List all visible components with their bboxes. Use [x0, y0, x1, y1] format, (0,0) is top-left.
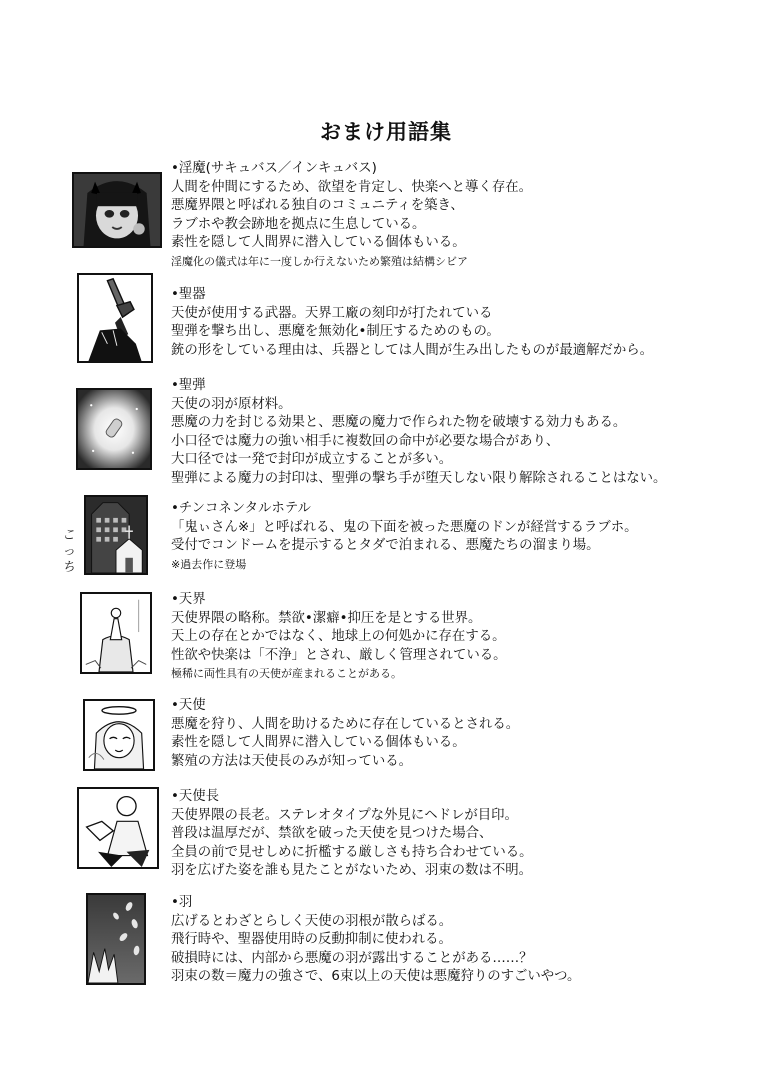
entry-line: ラブホや教会跡地を拠点に生息している。 — [171, 216, 426, 232]
entry-line: 天使界隈の略称。禁欲•潔癖•抑圧を是とする世界。 — [171, 610, 482, 626]
entry-heading: •聖弾 — [171, 378, 206, 393]
entry-line: 淫魔化の儀式は年に一度しか行えないため繁殖は結構シビア — [171, 254, 468, 268]
entry-heading: •天界 — [171, 592, 206, 607]
entry-line: 極稀に両性具有の天使が産まれることがある。 — [171, 667, 402, 681]
entry-line: 小口径では魔力の強い相手に複数回の命中が必要な場合があり、 — [171, 433, 560, 449]
holy-bullet-glow-icon — [76, 388, 152, 470]
entry-line: 普段は温厚だが、禁欲を破った天使を見つけた場合、 — [171, 826, 493, 842]
entry-line: 天使界隈の長老。ステレオタイプな外見にヘドレが目印。 — [171, 807, 518, 823]
entry-line: 悪魔を狩り、人間を助けるために存在しているとされる。 — [171, 716, 520, 732]
entry-line: 聖弾を撃ち出し、悪魔を無効化•制圧するためのもの。 — [171, 324, 500, 340]
entry-heading: •天使 — [171, 698, 206, 713]
entry-heading: •羽 — [171, 895, 193, 910]
entry-line: 飛行時や、聖器使用時の反動抑制に使われる。 — [171, 932, 452, 948]
entry-heading: •聖器 — [171, 287, 206, 302]
page-title: おまけ用語集 — [320, 120, 452, 144]
entry-line: 天上の存在とかではなく、地球上の何処かに存在する。 — [171, 629, 506, 645]
entry-line: 悪魔の力を封じる効果と、悪魔の魔力で作られた物を破壊する効力もある。 — [171, 415, 627, 431]
entry-line: 羽束の数＝魔力の強さで、6束以上の天使は悪魔狩りのすごいやつ。 — [171, 969, 581, 985]
feathers-scatter-icon — [86, 893, 146, 985]
entry-line: 大口径では一発で封印が成立することが多い。 — [171, 452, 453, 468]
entry-line: 繁殖の方法は天使長のみが知っている。 — [171, 753, 413, 769]
entry-line: 「鬼ぃさん※」と呼ばれる、鬼の下面を被った悪魔のドンが経営するラブホ。 — [171, 519, 638, 535]
entry-heading: •天使長 — [171, 789, 220, 804]
entry-line: 素性を隠して人間界に潜入している個体もいる。 — [171, 235, 466, 251]
heaven-tower-icon — [80, 592, 152, 674]
side-note: こっち — [62, 528, 76, 575]
entry-line: 広げるとわざとらしく天使の羽根が散らばる。 — [171, 913, 453, 929]
succubus-portrait-icon — [72, 172, 162, 248]
holy-gun-icon — [77, 273, 153, 363]
entry-line: 銃の形をしている理由は、兵器としては人間が生み出したものが最適解だから。 — [171, 342, 654, 358]
entry-heading: •淫魔(サキュバス／インキュバス) — [171, 161, 377, 176]
entry-line: 悪魔界隈と呼ばれる独自のコミュニティを築き、 — [171, 198, 464, 214]
archangel-pointing-icon — [77, 787, 159, 869]
entry-line: 性欲や快楽は「不浄」とされ、厳しく管理されている。 — [171, 647, 507, 663]
entry-line: 受付でコンドームを提示するとタダで泊まれる、悪魔たちの溜まり場。 — [171, 538, 600, 554]
entry-line: 羽を広げた姿を誰も見たことがないため、羽束の数は不明。 — [171, 863, 533, 879]
entry-line: 聖弾による魔力の封印は、聖弾の撃ち手が堕天しない限り解除されることはない。 — [171, 470, 667, 486]
entry-line: 人間を仲間にするため、欲望を肯定し、快楽へと導く存在。 — [171, 179, 533, 195]
entry-line: 天使の羽が原材料。 — [171, 396, 292, 412]
entry-line: 天使が使用する武器。天界工廠の刻印が打たれている — [171, 305, 493, 321]
entry-line: 全員の前で見せしめに折檻する厳しさも持ち合わせている。 — [171, 844, 533, 860]
entry-line: ※過去作に登場 — [171, 557, 247, 571]
entry-line: 破損時には、内部から悪魔の羽が露出することがある……？ — [171, 950, 533, 966]
entry-heading: •チンコネンタルホテル — [171, 501, 311, 516]
angel-portrait-icon — [83, 699, 155, 771]
entry-line: 素性を隠して人間界に潜入している個体もいる。 — [171, 735, 466, 751]
hotel-building-icon — [84, 495, 148, 575]
